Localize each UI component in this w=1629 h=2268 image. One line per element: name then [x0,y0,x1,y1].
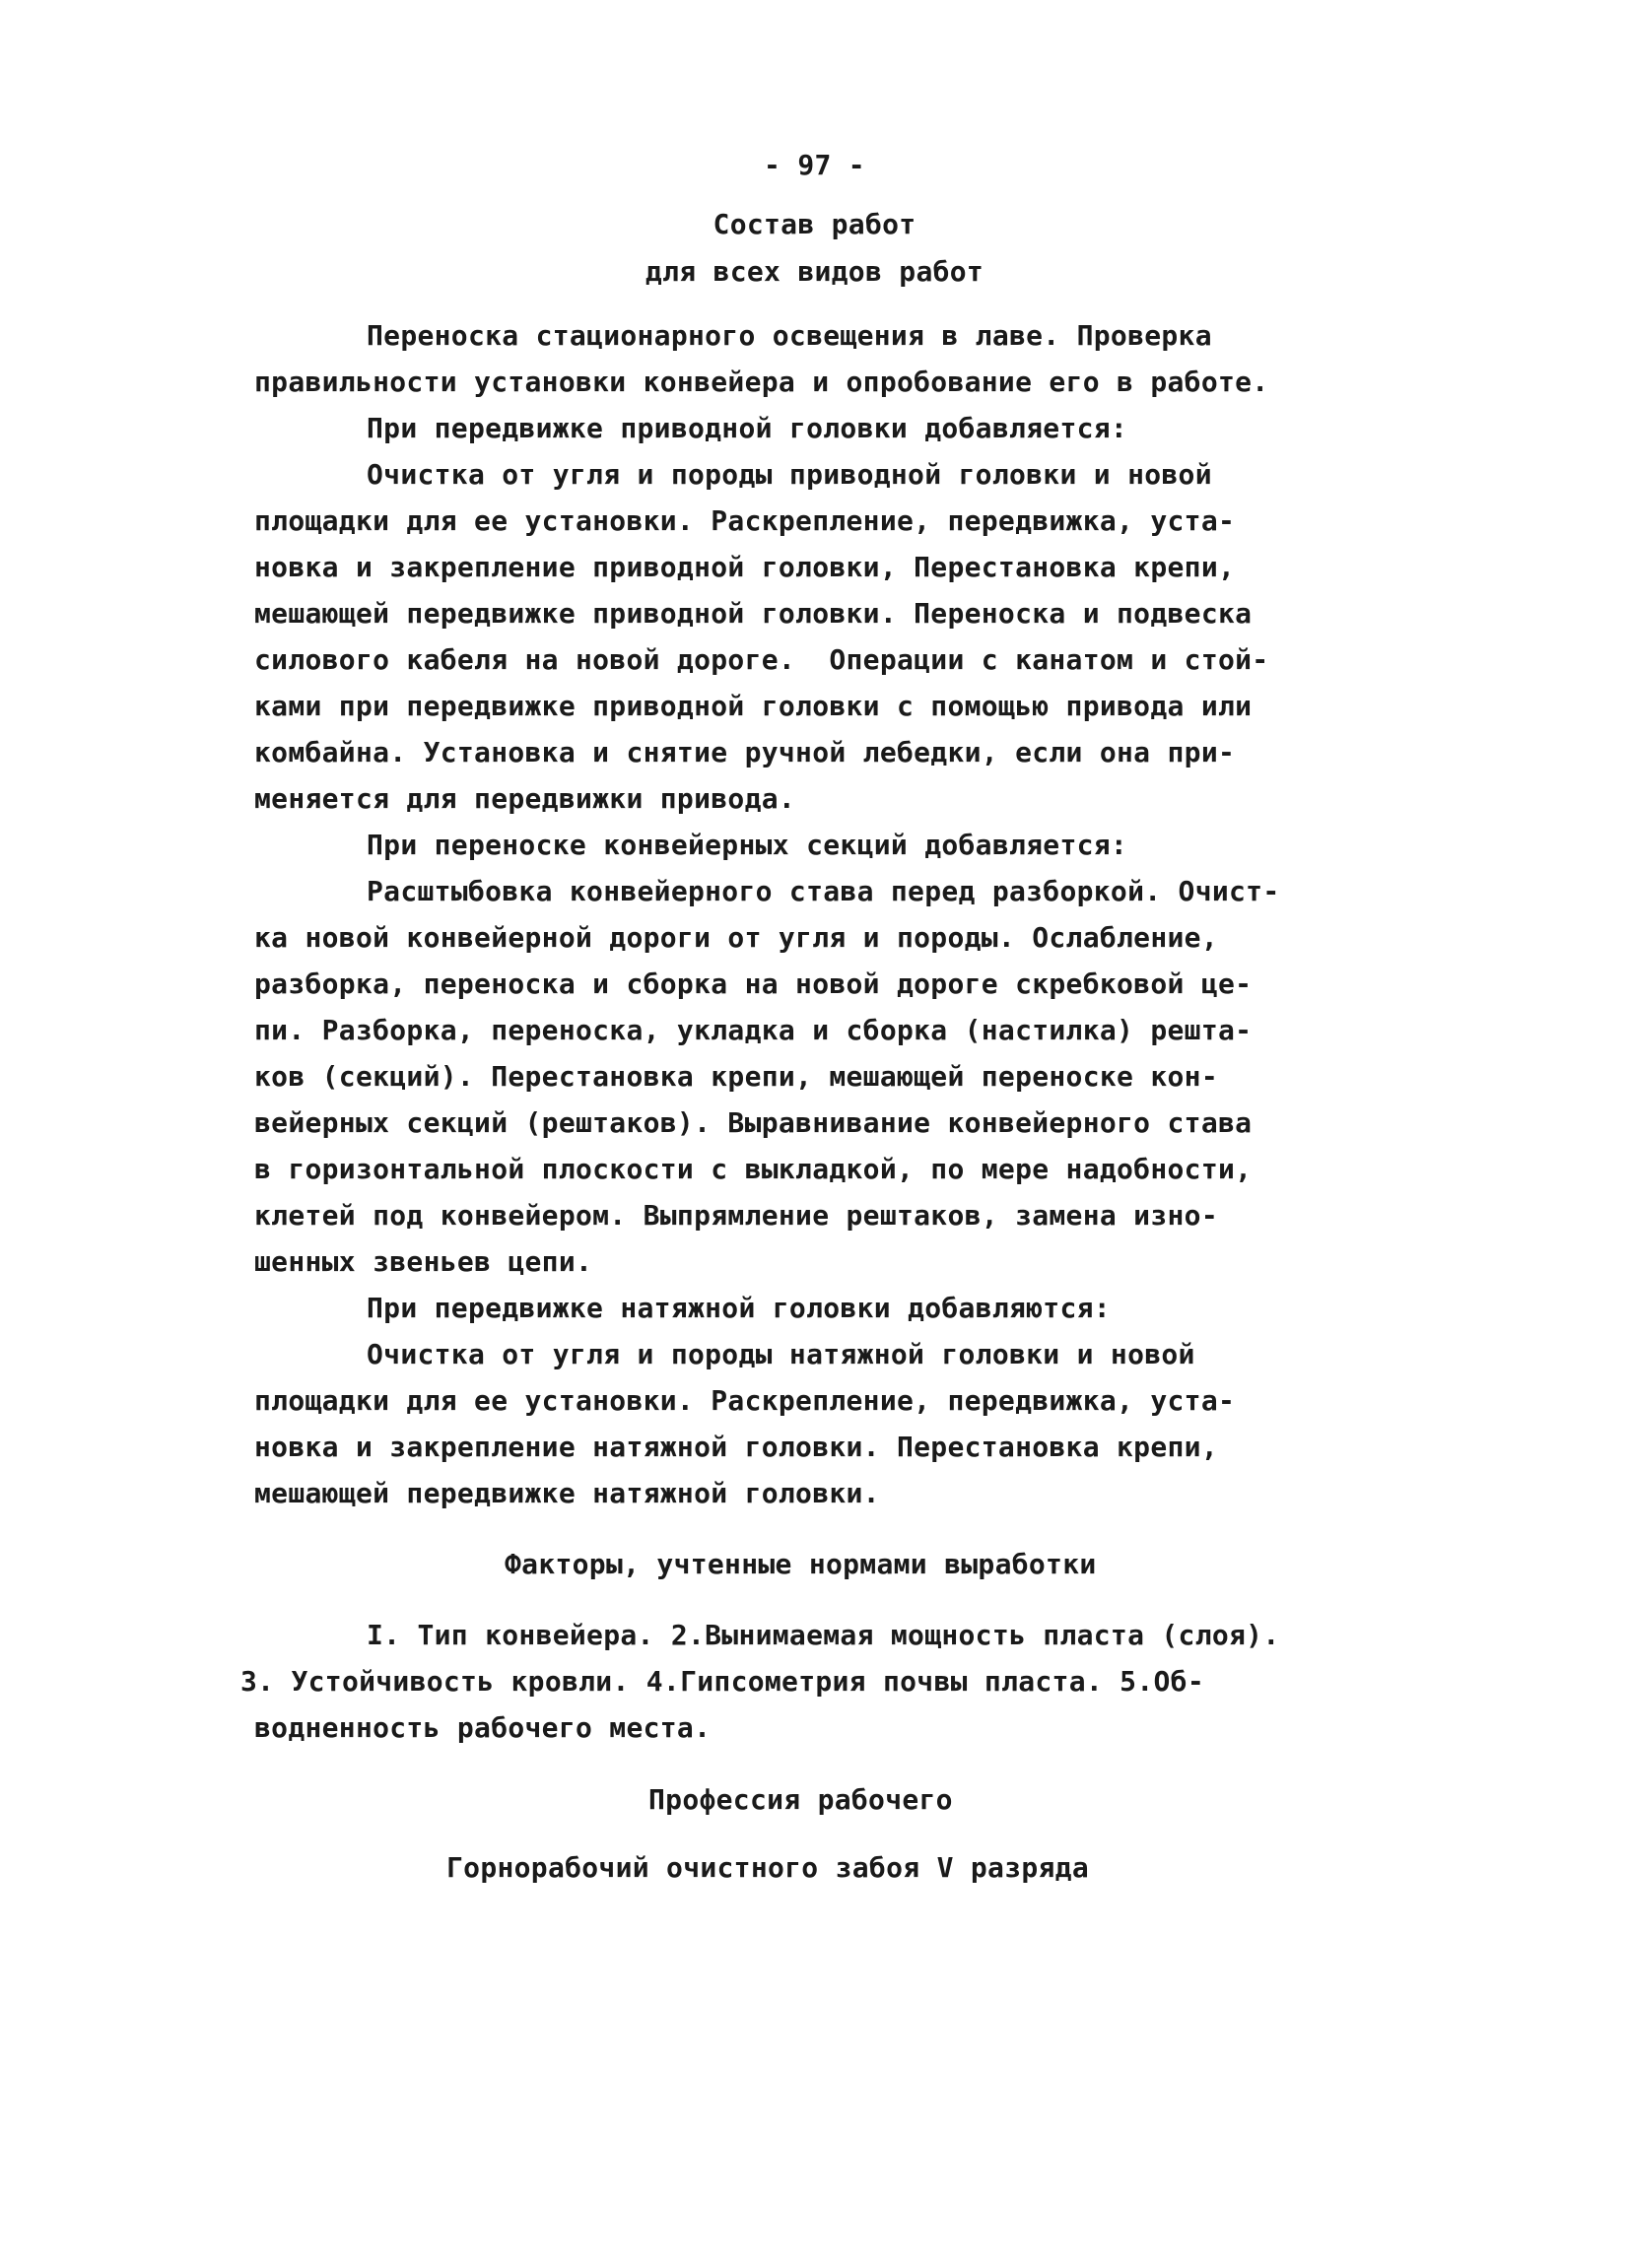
body-line: ка новой конвейерной дороги от угля и породы. Ослабление, [254,921,1218,954]
profession-value: Горнорабочий очистного забоя V разряда [446,1851,1089,1884]
body-line: новка и закрепление приводной головки, Перестановка крепи, [254,551,1236,583]
body-line: вейерных секций (рештаков). Выравнивание конвейерного става [254,1106,1253,1139]
body-line: правильности установки конвейера и опробование его в работе. [254,366,1269,398]
body-line: площадки для ее установки. Раскрепление, передвижка, уста- [254,1384,1236,1417]
body-line: Переноска стационарного освещения в лаве. Проверка [367,319,1212,352]
profession-title: Профессия рабочего [648,1783,953,1816]
factors-line: I. Тип конвейера. 2.Вынимаемая мощность пласта (слоя). [367,1619,1280,1651]
body-line: разборка, переноска и сборка на новой дороге скребковой це- [254,967,1253,1000]
section-title: Состав работ [713,208,916,240]
body-line: меняется для передвижки привода. [254,782,796,815]
body-line: Очистка от угля и породы натяжной головки и новой [367,1338,1195,1370]
body-line: ков (секций). Перестановка крепи, мешающей переноске кон- [254,1060,1218,1093]
body-line: При передвижке приводной головки добавляется: [367,412,1128,444]
body-line: Очистка от угля и породы приводной головки и новой [367,458,1212,491]
body-line: комбайна. Установка и снятие ручной лебедки, если она при- [254,736,1236,768]
body-line: пи. Разборка, переноска, укладка и сборка (настилка) решта- [254,1014,1253,1046]
factors-line: водненность рабочего места. [254,1711,712,1744]
section-subtitle: для всех видов работ [645,255,984,288]
body-line: силового кабеля на новой дороге. Операции с канатом и стой- [254,643,1269,676]
body-line: При переноске конвейерных секций добавляется: [367,829,1128,861]
body-line: Расштыбовка конвейерного става перед разборкой. Очист- [367,875,1280,907]
body-line: новка и закрепление натяжной головки. Перестановка крепи, [254,1431,1218,1463]
factors-title: Факторы, учтенные нормами выработки [505,1548,1097,1580]
body-line: площадки для ее установки. Раскрепление, передвижка, уста- [254,504,1236,537]
body-line: мешающей передвижке натяжной головки. [254,1477,880,1509]
body-line: клетей под конвейером. Выпрямление рештаков, замена изно- [254,1199,1218,1232]
body-line: ками при передвижке приводной головки с помощью привода или [254,690,1253,722]
body-line: мешающей передвижке приводной головки. Переноска и подвеска [254,597,1253,630]
body-line: При передвижке натяжной головки добавляются: [367,1292,1111,1324]
page-number: - 97 - [764,149,865,181]
factors-line: 3. Устойчивость кровли. 4.Гипсометрия почвы пласта. 5.Об- [240,1665,1204,1698]
body-line: шенных звеньев цепи. [254,1245,593,1278]
body-line: в горизонтальной плоскости с выкладкой, по мере надобности, [254,1153,1253,1185]
